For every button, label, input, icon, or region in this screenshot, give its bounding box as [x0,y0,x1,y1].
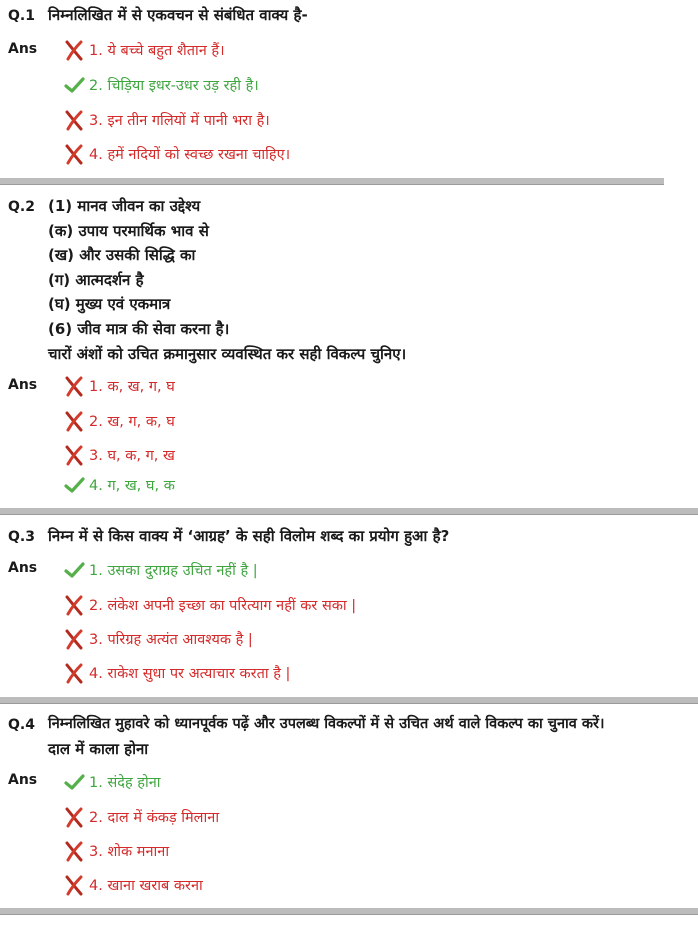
cross-icon [63,109,85,131]
option-text: 4. ग, ख, घ, क [89,478,175,494]
option-2[interactable] [63,804,219,830]
option-3[interactable] [63,626,253,652]
option-text: 1. संदेह होना [89,775,161,791]
question-text [48,193,229,342]
cross-icon [63,143,85,165]
option-3[interactable] [63,107,270,133]
option-text: 1. ये बच्चे बहुत शैतान हैं। [89,43,225,59]
option-1[interactable] [63,557,258,583]
option-4[interactable] [63,141,290,167]
question-number: Q.1 [8,8,35,24]
check-icon [63,74,85,96]
question-3 [0,523,698,549]
question-text [48,2,308,28]
answer-label: Ans [8,377,38,393]
question-instruction: चारों अंशों को उचित क्रमानुसार व्यवस्थित कर सही विकल्प चुनिए। [48,344,407,363]
option-text: 1. क, ख, ग, घ [89,379,175,395]
cross-icon [63,410,85,432]
cross-icon [63,840,85,862]
question-text [48,523,449,549]
answer-label: Ans [8,772,38,788]
option-3[interactable] [63,838,169,864]
check-icon [63,771,85,793]
question-line: निम्नलिखित मुहावरे को ध्यानपूर्वक पढ़ें और उपलब्ध विकल्पों में से उचित अर्थ वाले विकल्प का चुनाव करें। [48,716,605,732]
question-line: (ग) आत्मदर्शन है [48,270,144,289]
question-number: Q.3 [8,529,35,545]
option-text: 3. शोक मनाना [89,844,170,860]
option-1[interactable] [63,373,175,399]
question-text [48,711,604,761]
divider [0,697,698,704]
question-line: निम्न में से किस वाक्य में ‘आग्रह’ के सही विलोम शब्द का प्रयोग हुआ है? [48,527,450,545]
option-text: 3. परिग्रह अत्यंत आवश्यक है | [89,632,253,648]
option-text: 3. घ, क, ग, ख [89,448,175,464]
question-line: (1) मानव जीवन का उद्देश्य [48,197,201,215]
check-icon [63,559,85,581]
option-text: 3. इन तीन गलियों में पानी भरा है। [89,113,270,129]
check-icon [63,474,85,496]
option-4[interactable] [63,872,203,898]
cross-icon [63,806,85,828]
question-1 [0,2,698,28]
cross-icon [63,662,85,684]
option-4[interactable] [63,472,175,498]
option-2[interactable] [63,72,259,98]
question-line: (घ) मुख्य एवं एकमात्र [48,295,171,314]
cross-icon [63,39,85,61]
option-text: 1. उसका दुराग्रह उचित नहीं है | [89,563,258,579]
option-text: 4. राकेश सुधा पर अत्याचार करता है | [89,666,291,682]
question-line: निम्नलिखित में से एकवचन से संबंधित वाक्य है- [48,6,308,24]
option-text: 2. चिड़िया इधर-उधर उड़ रही है। [89,78,259,94]
divider [0,908,698,915]
question-line: (क) उपाय परमार्थिक भाव से [48,221,209,240]
question-line: दाल में काला होना [48,739,149,758]
question-line: (6) जीव मात्र की सेवा करना है। [48,319,230,338]
option-text: 4. हमें नदियों को स्वच्छ रखना चाहिए। [89,147,291,163]
divider [0,178,664,185]
option-3[interactable] [63,442,175,468]
question-line: (ख) और उसकी सिद्धि का [48,246,196,265]
option-4[interactable] [63,660,290,686]
divider [0,508,698,515]
option-2[interactable] [63,408,175,434]
question-4 [0,711,698,761]
option-1[interactable] [63,769,161,795]
answer-label: Ans [8,560,38,576]
option-text: 4. खाना खराब करना [89,878,203,894]
answer-label: Ans [8,41,38,57]
option-text: 2. दाल में कंकड़ मिलाना [89,810,220,826]
option-text: 2. लंकेश अपनी इच्छा का परित्याग नहीं कर सका | [89,598,357,614]
question-2 [0,193,698,366]
option-2[interactable] [63,592,356,618]
question-number: Q.2 [8,199,35,215]
question-number: Q.4 [8,717,35,733]
option-1[interactable] [63,37,225,63]
cross-icon [63,375,85,397]
cross-icon [63,444,85,466]
cross-icon [63,874,85,896]
cross-icon [63,628,85,650]
cross-icon [63,594,85,616]
option-text: 2. ख, ग, क, घ [89,414,175,430]
